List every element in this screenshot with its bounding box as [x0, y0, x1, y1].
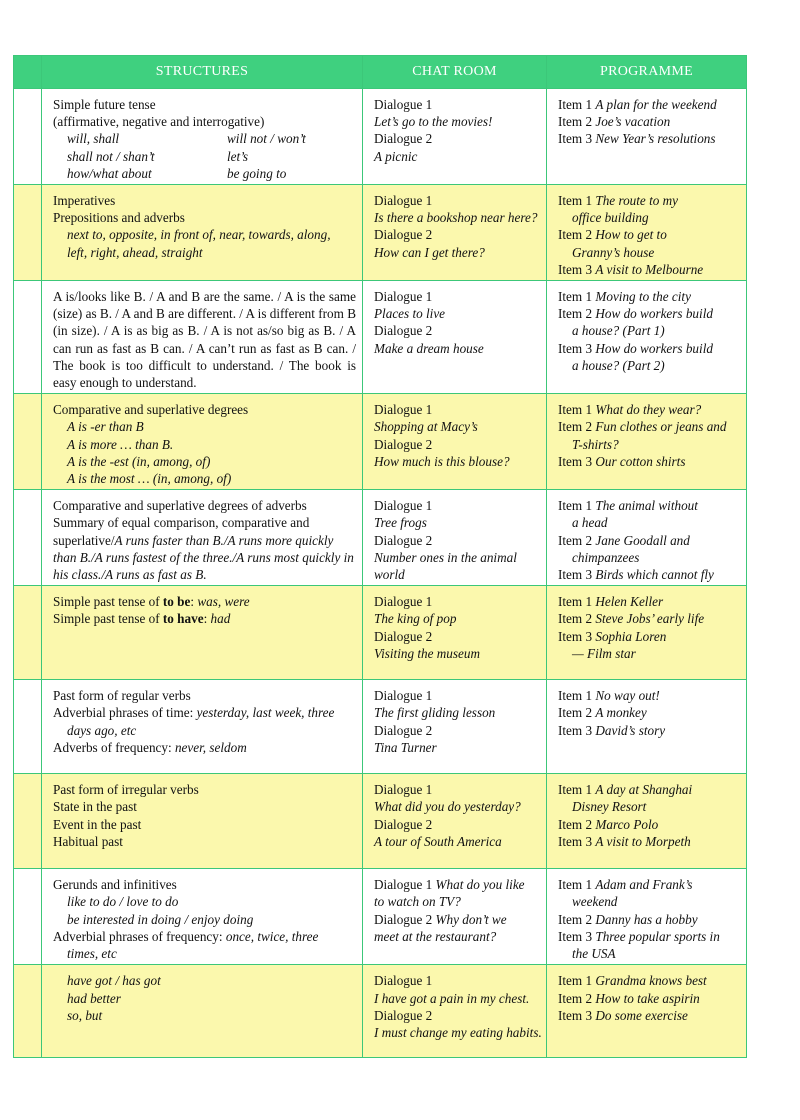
unit-marker: [14, 586, 42, 680]
header-row: [14, 56, 747, 89]
programme-cell: Item 1 Adam and Frank’s weekend Item 2 Danny has a hobby Item 3 Three popular sports in the USA: [547, 869, 747, 965]
unit-marker: [14, 680, 42, 774]
unit-marker: [14, 965, 42, 1058]
unit-marker: [14, 490, 42, 586]
unit-row-4: [14, 394, 747, 490]
programme-cell: Item 1 The route to my office building Item 2 How to get to Granny’s house Item 3 A visit to Melbourne: [547, 185, 747, 281]
unit-row-9: [14, 869, 747, 965]
header-chat-room: CHAT ROOM: [363, 56, 547, 89]
unit-row-10: [14, 965, 747, 1058]
unit-row-2: [14, 185, 747, 281]
programme-cell: Item 1 A plan for the weekend Item 2 Joe’s vacation Item 3 New Year’s resolutions: [547, 89, 747, 185]
contents-table: [13, 55, 747, 1058]
programme-cell: Item 1 The animal without a head Item 2 Jane Goodall and chimpanzees Item 3 Birds which cannot fly: [547, 490, 747, 586]
structures-cell: Simple past tense of to be: was, were Simple past tense of to have: had: [42, 586, 363, 680]
structures-cell: A is/looks like B. / A and B are the same. / A is the same (size) as B. / A and B are different. / A is different from B (in size). / A is as big as B. / A is not as/so big as B. / A can run as fast as B can. / A can’t run as fast as B can. / The book is too difficult to understand. / The book is easy enough to understand.: [42, 281, 363, 394]
unit-marker: [14, 394, 42, 490]
chat-room-cell: Dialogue 1 Tree frogs Dialogue 2 Number ones in the animal world: [363, 490, 547, 586]
chat-room-cell: Dialogue 1 The king of pop Dialogue 2 Visiting the museum: [363, 586, 547, 680]
programme-cell: Item 1 Grandma knows best Item 2 How to take aspirin Item 3 Do some exercise: [547, 965, 747, 1058]
programme-cell: Item 1 What do they wear? Item 2 Fun clothes or jeans and T-shirts? Item 3 Our cotton shirts: [547, 394, 747, 490]
unit-row-5: [14, 490, 747, 586]
structures-cell: Comparative and superlative degrees A is -er than B A is more … than B. A is the -est (in, among, of) A is the most … (in, among, of): [42, 394, 363, 490]
structures-cell: Simple future tense (affirmative, negative and interrogative) will, shall will not / won’t shall not / shan’t let’s how/what about be going to: [42, 89, 363, 185]
chat-room-cell: Dialogue 1 What did you do yesterday? Dialogue 2 A tour of South America: [363, 774, 547, 869]
chat-room-cell: Dialogue 1 Shopping at Macy’s Dialogue 2 How much is this blouse?: [363, 394, 547, 490]
unit-row-7: [14, 680, 747, 774]
unit-row-1: [14, 89, 747, 185]
chat-room-cell: Dialogue 1 Places to live Dialogue 2 Make a dream house: [363, 281, 547, 394]
unit-marker: [14, 281, 42, 394]
structures-cell: Past form of irregular verbs State in the past Event in the past Habitual past: [42, 774, 363, 869]
unit-marker: [14, 185, 42, 281]
chat-room-cell: Dialogue 1 Let’s go to the movies! Dialogue 2 A picnic: [363, 89, 547, 185]
unit-marker: [14, 774, 42, 869]
structures-cell: have got / has got had better so, but: [42, 965, 363, 1058]
structures-cell: Gerunds and infinitives like to do / love to do be interested in doing / enjoy doing Adverbial phrases of frequency: once, twice, three times, etc: [42, 869, 363, 965]
header-blank: [14, 56, 42, 89]
unit-marker: [14, 869, 42, 965]
chat-room-cell: Dialogue 1 What do you like to watch on TV? Dialogue 2 Why don’t we meet at the restaurant?: [363, 869, 547, 965]
programme-cell: Item 1 A day at Shanghai Disney Resort Item 2 Marco Polo Item 3 A visit to Morpeth: [547, 774, 747, 869]
unit-row-6: [14, 586, 747, 680]
programme-cell: Item 1 Moving to the city Item 2 How do workers build a house? (Part 1) Item 3 How do workers build a house? (Part 2): [547, 281, 747, 394]
programme-cell: Item 1 Helen Keller Item 2 Steve Jobs’ early life Item 3 Sophia Loren — Film star: [547, 586, 747, 680]
header-structures: STRUCTURES: [42, 56, 363, 89]
chat-room-cell: Dialogue 1 The first gliding lesson Dialogue 2 Tina Turner: [363, 680, 547, 774]
unit-marker: [14, 89, 42, 185]
unit-row-3: [14, 281, 747, 394]
structures-cell: Comparative and superlative degrees of adverbs Summary of equal comparison, comparative and superlative/A runs faster than B./A runs more quickly than B./A runs fastest of the three./A runs most quickly in his class./A runs as fast as B.: [42, 490, 363, 586]
programme-cell: Item 1 No way out! Item 2 A monkey Item 3 David’s story: [547, 680, 747, 774]
structures-cell: Past form of regular verbs Adverbial phrases of time: yesterday, last week, three days ago, etc Adverbs of frequency: never, seldom: [42, 680, 363, 774]
chat-room-cell: Dialogue 1 I have got a pain in my chest. Dialogue 2 I must change my eating habits.: [363, 965, 547, 1058]
header-programme: PROGRAMME: [547, 56, 747, 89]
unit-row-8: [14, 774, 747, 869]
chat-room-cell: Dialogue 1 Is there a bookshop near here? Dialogue 2 How can I get there?: [363, 185, 547, 281]
structures-cell: Imperatives Prepositions and adverbs next to, opposite, in front of, near, towards, along, left, right, ahead, straight: [42, 185, 363, 281]
